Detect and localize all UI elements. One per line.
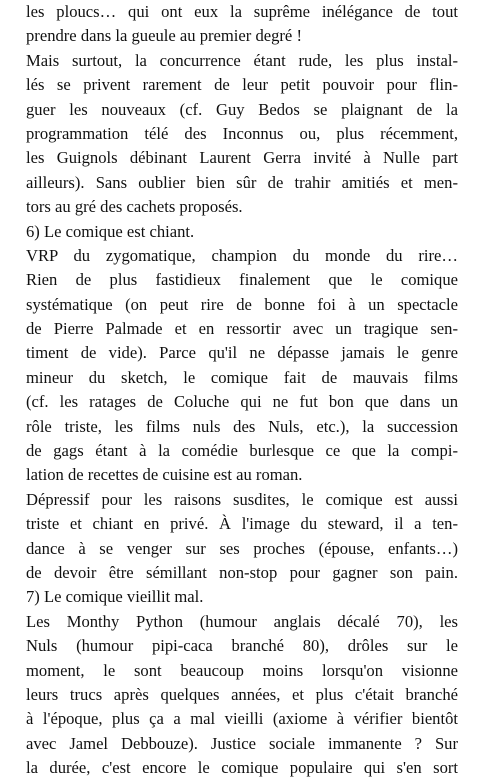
- text-line: programmation télé des Inconnus ou, plus récemment,: [26, 123, 458, 143]
- text-line: systématique (on peut rire de bonne foi à un spectacle: [26, 294, 458, 314]
- text-line: à l'époque, plus ça a mal vieilli (axiome à vérifier bientôt: [26, 709, 458, 729]
- text-line: de Pierre Palmade et en ressortir avec un tragique sen-: [26, 319, 458, 339]
- text-line: les Guignols débinant Laurent Gerra invité à Nulle part: [26, 148, 458, 168]
- text-line: rôle triste, les films nuls des Nuls, etc.), la succession: [26, 416, 458, 436]
- text-line: Les Monthy Python (humour anglais décalé 70), les: [26, 611, 458, 631]
- text-line: Nuls (humour pipi-caca branché 80), drôles sur le: [26, 636, 458, 656]
- section-heading: 6) Le comique est chiant.: [26, 221, 195, 241]
- text-line: de devoir être sémillant non-stop pour gagner son pain.: [26, 562, 458, 582]
- text-line: leurs trucs après quelques années, et plus c'était branché: [26, 684, 458, 704]
- text-line: mineur du sketch, le comique fait de mauvais films: [26, 367, 458, 387]
- text-line: Rien de plus fastidieux finalement que le comique: [26, 270, 458, 290]
- book-page: [26, 0, 458, 781]
- text-line: dance à se venger sur ses proches (épouse, enfants…): [26, 538, 458, 558]
- text-line: triste et chiant en privé. À l'image du steward, il a ten-: [26, 514, 458, 534]
- text-line: la durée, c'est encore le comique populaire qui s'en sort: [26, 758, 458, 778]
- text-line: ailleurs). Sans oublier bien sûr de trahir amitiés et men-: [26, 172, 458, 192]
- text-line: de gags étant à la comédie burlesque ce que la compi-: [26, 441, 458, 461]
- text-line: prendre dans la gueule au premier degré !: [26, 26, 302, 46]
- text-line: lés se privent rarement de leur petit pouvoir pour flin-: [26, 75, 458, 95]
- text-line: timent de vide). Parce qu'il ne dépasse jamais le genre: [26, 343, 458, 363]
- text-line: (cf. les ratages de Coluche qui ne fut bon que dans un: [26, 392, 458, 412]
- text-line: avec Jamel Debbouze). Justice sociale immanente ? Sur: [26, 733, 458, 753]
- section-heading: 7) Le comique vieillit mal.: [26, 587, 204, 607]
- text-line: VRP du zygomatique, champion du monde du rire…: [26, 245, 458, 265]
- text-line: lation de recettes de cuisine est au roman.: [26, 465, 303, 485]
- text-line: Mais surtout, la concurrence étant rude, les plus instal-: [26, 50, 458, 70]
- text-line: tors au gré des cachets proposés.: [26, 197, 243, 217]
- text-line: moment, le sont beaucoup moins lorsqu'on visionne: [26, 660, 458, 680]
- text-line: guer les nouveaux (cf. Guy Bedos se plaignant de la: [26, 99, 458, 119]
- text-line: Dépressif pour les raisons susdites, le comique est aussi: [26, 489, 458, 509]
- text-line: les ploucs… qui ont eux la suprême inélégance de tout: [26, 2, 458, 21]
